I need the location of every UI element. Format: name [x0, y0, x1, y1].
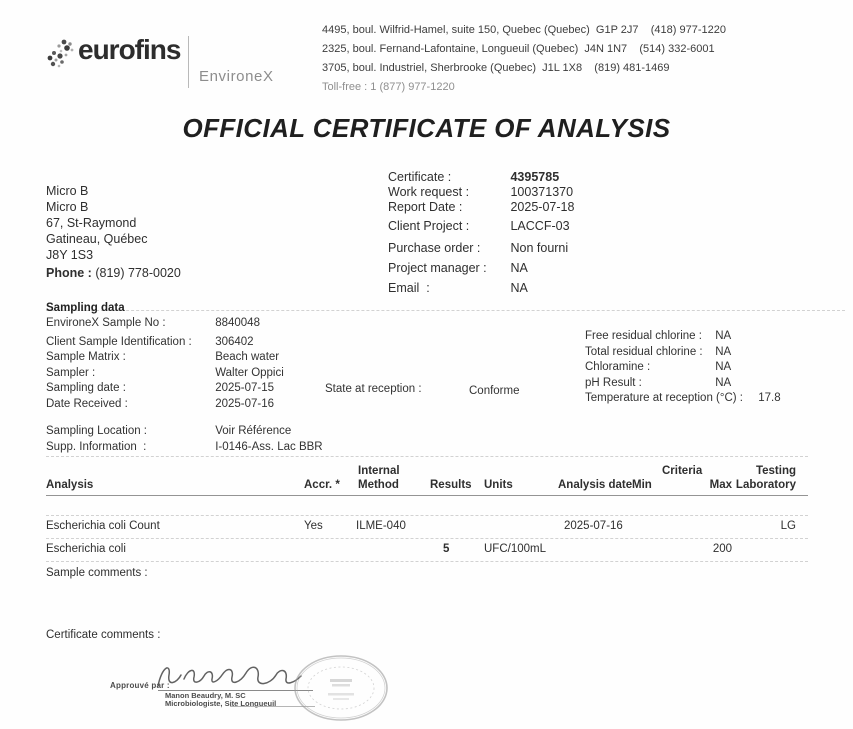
location-row [46, 440, 323, 456]
sampling-value: Beach water [215, 351, 280, 363]
approver-name: Manon Beaudry, M. SC [165, 691, 246, 700]
group-header-testing: Testing [755, 465, 796, 477]
info-label: Email : [388, 281, 430, 295]
sampling-label: Sampler : [46, 366, 96, 379]
division-name: EnvironeX [199, 68, 274, 85]
sampling-row [46, 366, 284, 382]
sampling-value: 306402 [215, 335, 254, 348]
client-line: J8Y 1S3 [46, 248, 94, 262]
client-phone-row [46, 265, 181, 281]
info-label: Report Date : [388, 200, 463, 214]
measure-value: NA [715, 376, 732, 389]
sampling-row [46, 316, 284, 332]
sampling-row [46, 397, 284, 413]
certificate-info-block [388, 170, 574, 296]
measure-row [585, 391, 781, 407]
client-address-block [46, 183, 181, 281]
certificate-comments-label: Certificate comments : [46, 629, 161, 641]
measure-value: 17.8 [758, 392, 781, 404]
client-line: Micro B [46, 184, 89, 198]
state-at-reception-value: Conforme [469, 385, 520, 397]
cell-accr: Yes [304, 520, 323, 532]
info-value: NA [510, 261, 528, 275]
sampling-row [46, 335, 284, 351]
info-row [388, 185, 574, 200]
measure-row [585, 360, 781, 376]
reception-measures [585, 329, 781, 407]
table-top-divider [46, 456, 808, 457]
location-value: Voir Référence [215, 425, 292, 437]
sampling-label: Sample Matrix : [46, 351, 126, 363]
measure-row [585, 329, 781, 345]
certification-stamp-icon [292, 653, 390, 723]
info-row [388, 200, 574, 215]
col-header-laboratory: Laboratory [735, 479, 796, 491]
table-header-row [46, 479, 808, 493]
info-label: Certificate : [388, 170, 452, 184]
measure-label: Temperature at reception (°C) : [585, 392, 743, 404]
group-header-criteria: Criteria [662, 465, 703, 477]
section-divider [46, 310, 845, 311]
address-line-tollfree: Toll-free : 1 (877) 977-1220 [322, 81, 455, 93]
address-line: 2325, boul. Fernand-Lafontaine, Longueuil (Quebec) J4N 1N7 (514) 332-6001 [322, 43, 715, 55]
sampling-data-heading: Sampling data [46, 302, 125, 314]
col-header-analysis: Analysis [46, 479, 94, 491]
cell-units: UFC/100mL [484, 543, 546, 555]
location-row [46, 424, 323, 440]
sampling-row [46, 381, 284, 397]
approved-by-label: Approuvé par : [110, 681, 170, 690]
measure-label: Chloramine : [585, 361, 651, 373]
table-row [46, 520, 808, 534]
info-row [388, 261, 574, 276]
eurofins-logo-icon [44, 38, 76, 70]
sampling-label: EnvironeX Sample No : [46, 317, 166, 329]
certificate-number: 4395785 [510, 170, 560, 184]
client-line: 67, St-Raymond [46, 216, 137, 230]
col-header-analysis-date: Analysis date [558, 479, 633, 491]
info-label: Project manager : [388, 261, 487, 275]
phone-label: Phone : [46, 266, 92, 280]
measure-label: Free residual chlorine : [585, 330, 702, 342]
sampling-row [46, 350, 284, 366]
table-header-rule [46, 495, 808, 496]
sampling-location-rows [46, 424, 323, 455]
sampling-value: 2025-07-15 [215, 382, 275, 394]
measure-row [585, 376, 781, 392]
location-label: Sampling Location : [46, 425, 148, 437]
info-value: NA [510, 281, 528, 295]
cell-analysis: Escherichia coli [46, 543, 126, 555]
measure-value: NA [715, 361, 732, 373]
sampling-value: 8840048 [215, 317, 260, 329]
info-row [388, 281, 574, 296]
sampling-info-rows [46, 316, 284, 412]
sampling-label: Date Received : [46, 397, 128, 410]
info-value: 2025-07-18 [510, 200, 575, 214]
sampling-value: 2025-07-16 [215, 397, 275, 410]
table-row [46, 543, 808, 557]
info-value: 100371370 [510, 185, 574, 199]
cell-max: 200 [712, 543, 732, 555]
info-row [388, 170, 574, 185]
results-table [46, 456, 808, 579]
table-group-header-row [46, 465, 808, 479]
measure-value: NA [715, 330, 732, 342]
col-header-min: Min [632, 479, 652, 491]
row-divider [46, 515, 808, 516]
lab-addresses [322, 21, 726, 97]
measure-label: Total residual chlorine : [585, 345, 703, 358]
col-header-results: Results [430, 479, 472, 491]
signature-icon [152, 656, 307, 694]
measure-label: pH Result : [585, 376, 642, 389]
info-row [388, 241, 574, 256]
info-label: Purchase order : [388, 241, 481, 255]
info-value: LACCF-03 [510, 219, 570, 233]
col-header-units: Units [484, 479, 513, 491]
cell-analysis: Escherichia coli Count [46, 520, 160, 532]
info-value: Non fourni [510, 241, 569, 255]
col-header-accr: Accr. * [304, 479, 340, 491]
row-divider [46, 538, 808, 539]
client-line: Gatineau, Québec [46, 232, 148, 246]
sample-comments-label: Sample comments : [46, 567, 148, 579]
info-row [388, 219, 574, 234]
info-label: Client Project : [388, 219, 470, 233]
client-line: Micro B [46, 200, 89, 214]
cell-method: ILME-040 [356, 520, 406, 532]
cell-laboratory: LG [780, 520, 796, 532]
measure-row [585, 345, 781, 361]
document-title: OFFICIAL CERTIFICATE OF ANALYSIS [182, 113, 671, 143]
location-value: I-0146-Ass. Lac BBR [215, 440, 323, 453]
location-label: Supp. Information : [46, 440, 147, 453]
state-at-reception-label: State at reception : [325, 383, 422, 395]
info-label: Work request : [388, 185, 470, 199]
approver-title: Microbiologiste, Site Longueuil [165, 699, 277, 708]
sampling-label: Client Sample Identification : [46, 335, 192, 348]
row-divider [46, 561, 808, 562]
address-line: 3705, boul. Industriel, Sherbrooke (Quebec) J1L 1X8 (819) 481-1469 [322, 62, 670, 74]
logo-divider [188, 36, 189, 88]
cell-analysis-date: 2025-07-16 [564, 520, 623, 532]
col-header-method: Method [358, 479, 399, 491]
group-header-internal: Internal [358, 465, 400, 477]
col-header-max: Max [709, 479, 732, 491]
brand-name: eurofins [78, 34, 181, 65]
address-line: 4495, boul. Wilfrid-Hamel, suite 150, Quebec (Quebec) G1P 2J7 (418) 977-1220 [322, 24, 726, 36]
measure-value: NA [715, 345, 732, 358]
cell-results: 5 [443, 543, 450, 555]
sampling-label: Sampling date : [46, 382, 126, 394]
phone-value: (819) 778-0020 [95, 266, 181, 280]
sampling-value: Walter Oppici [215, 366, 284, 379]
